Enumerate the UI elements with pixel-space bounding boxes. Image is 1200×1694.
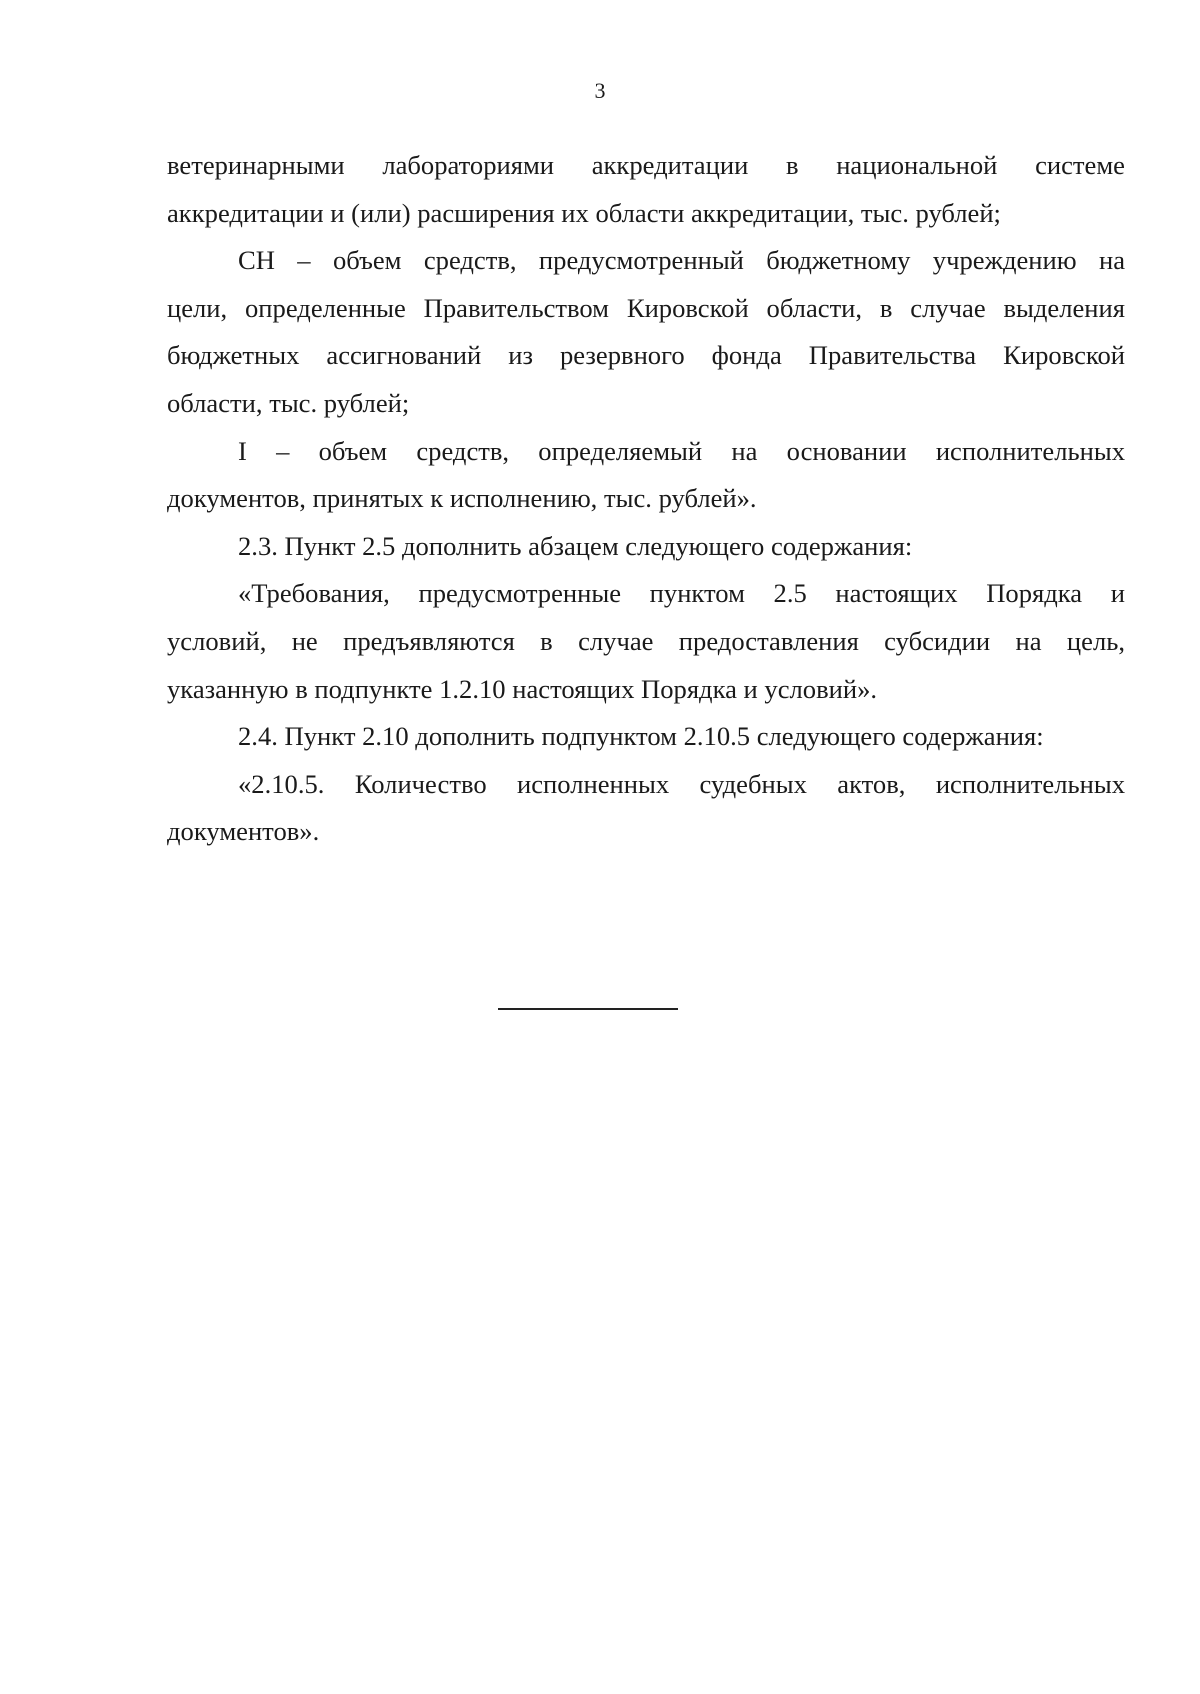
text-line: документов». (167, 816, 320, 847)
text-line: I – объем средств, определяемый на основании исполнительных (238, 435, 1125, 466)
text-line: 2.4. Пункт 2.10 дополнить подпунктом 2.10.5 следующего содержания: (238, 721, 1044, 752)
text-line: указанную в подпункте 1.2.10 настоящих Порядка и условий». (167, 673, 878, 704)
page-number: 3 (594, 78, 606, 103)
text-line: СН – объем средств, предусмотренный бюджетному учреждению на (238, 245, 1125, 276)
closing-rule (498, 1008, 678, 1010)
text-line: аккредитации и (или) расширения их области аккредитации, тыс. рублей; (167, 197, 1001, 228)
document-body (167, 142, 1125, 856)
text-line: ветеринарными лабораториями аккредитации в национальной системе (167, 150, 1125, 180)
text-line: области, тыс. рублей; (167, 387, 410, 418)
text-line: «Требования, предусмотренные пунктом 2.5 настоящих Порядка и (238, 578, 1125, 609)
text-line: документов, принятых к исполнению, тыс. рублей». (167, 483, 757, 514)
text-line: цели, определенные Правительством Кировской области, в случае выделения (167, 292, 1125, 323)
text-line: условий, не предъявляются в случае предоставления субсидии на цель, (167, 625, 1125, 656)
text-line: бюджетных ассигнований из резервного фонда Правительства Кировской (167, 340, 1125, 371)
text-line: «2.10.5. Количество исполненных судебных актов, исполнительных (238, 768, 1125, 799)
text-line: 2.3. Пункт 2.5 дополнить абзацем следующего содержания: (238, 530, 913, 561)
